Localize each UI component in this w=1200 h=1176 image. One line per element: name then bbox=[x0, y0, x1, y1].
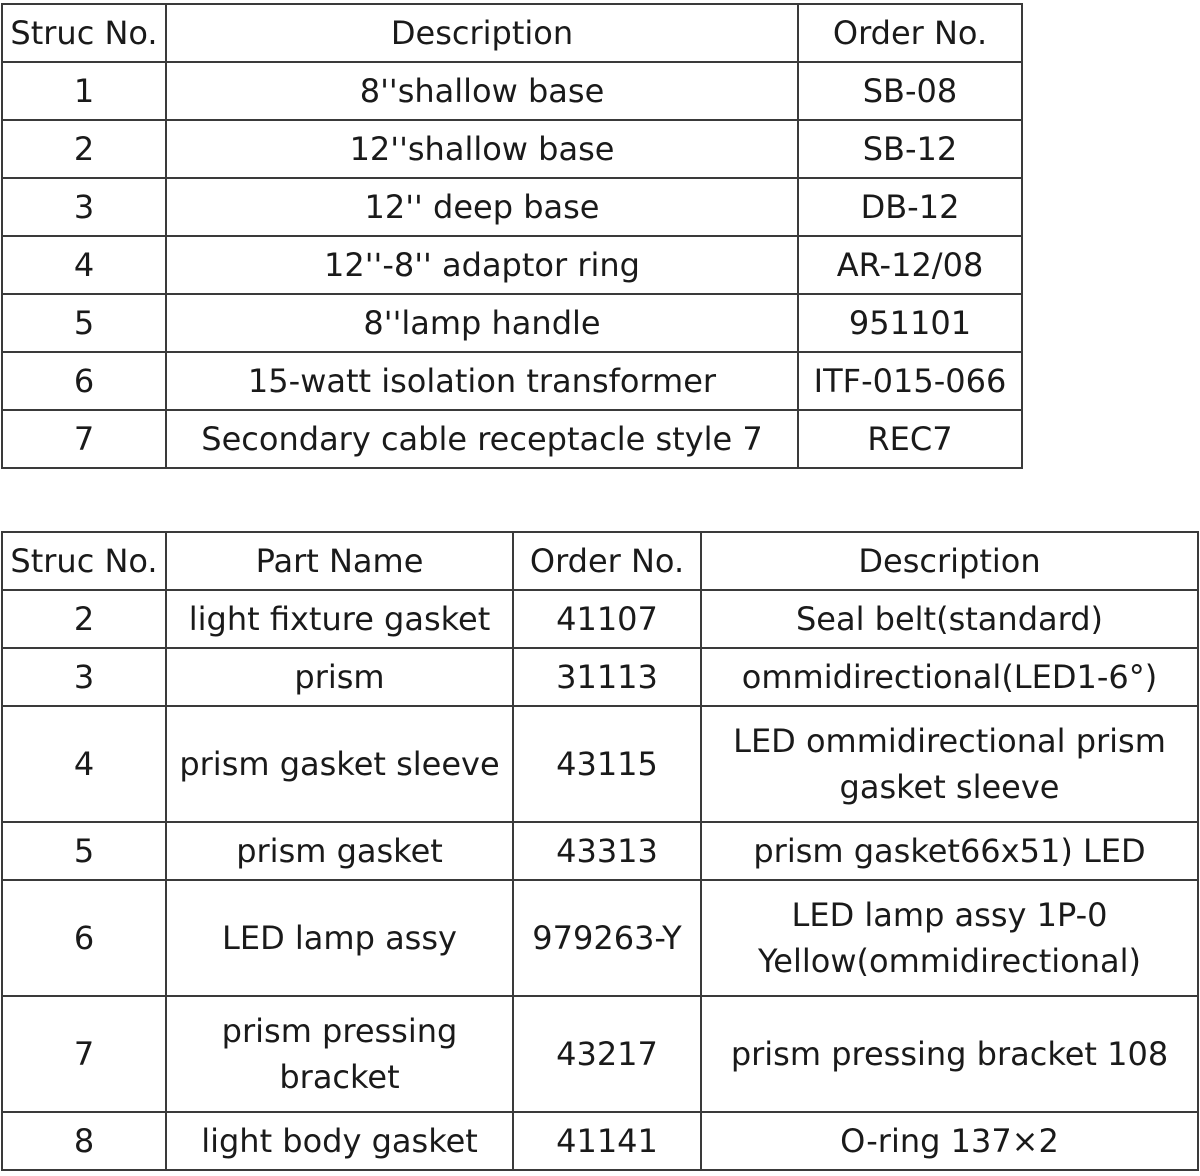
cell-description: prism gasket66x51) LED bbox=[701, 822, 1198, 880]
cell-struc-no: 7 bbox=[2, 410, 166, 468]
table-row bbox=[2, 352, 1022, 410]
table-header-row bbox=[2, 532, 1198, 590]
cell-description: 12''shallow base bbox=[166, 120, 798, 178]
cell-struc-no: 5 bbox=[2, 822, 166, 880]
cell-order-no: 43217 bbox=[513, 996, 701, 1112]
parts-table-lamp-components bbox=[1, 531, 1199, 1171]
table-row bbox=[2, 590, 1198, 648]
cell-struc-no: 7 bbox=[2, 996, 166, 1112]
cell-order-no: REC7 bbox=[798, 410, 1022, 468]
table-row bbox=[2, 648, 1198, 706]
cell-struc-no: 6 bbox=[2, 352, 166, 410]
cell-order-no: 979263-Y bbox=[513, 880, 701, 996]
cell-order-no: SB-08 bbox=[798, 62, 1022, 120]
header-order-no: Order No. bbox=[513, 532, 701, 590]
table-row bbox=[2, 880, 1198, 996]
cell-description: LED lamp assy 1P-0 Yellow(ommidirectional) bbox=[701, 880, 1198, 996]
cell-part-name: light body gasket bbox=[166, 1112, 513, 1170]
cell-description: 8''shallow base bbox=[166, 62, 798, 120]
cell-description: prism pressing bracket 108 bbox=[701, 996, 1198, 1112]
header-description: Description bbox=[701, 532, 1198, 590]
cell-order-no: 43115 bbox=[513, 706, 701, 822]
table-row bbox=[2, 120, 1022, 178]
header-struc-no: Struc No. bbox=[2, 4, 166, 62]
cell-description: 8''lamp handle bbox=[166, 294, 798, 352]
table-row bbox=[2, 822, 1198, 880]
cell-part-name: prism bbox=[166, 648, 513, 706]
cell-struc-no: 3 bbox=[2, 178, 166, 236]
cell-struc-no: 2 bbox=[2, 120, 166, 178]
header-part-name: Part Name bbox=[166, 532, 513, 590]
table-row bbox=[2, 236, 1022, 294]
cell-part-name: LED lamp assy bbox=[166, 880, 513, 996]
header-struc-no: Struc No. bbox=[2, 532, 166, 590]
table-row bbox=[2, 294, 1022, 352]
cell-part-name: light fixture gasket bbox=[166, 590, 513, 648]
cell-description: Seal belt(standard) bbox=[701, 590, 1198, 648]
cell-part-name: prism gasket bbox=[166, 822, 513, 880]
cell-order-no: ITF-015-066 bbox=[798, 352, 1022, 410]
table-row bbox=[2, 410, 1022, 468]
cell-description: 12'' deep base bbox=[166, 178, 798, 236]
cell-order-no: 31113 bbox=[513, 648, 701, 706]
cell-struc-no: 1 bbox=[2, 62, 166, 120]
table-row bbox=[2, 996, 1198, 1112]
table-row bbox=[2, 62, 1022, 120]
table-row bbox=[2, 178, 1022, 236]
cell-order-no: 41107 bbox=[513, 590, 701, 648]
cell-struc-no: 4 bbox=[2, 236, 166, 294]
cell-order-no: 951101 bbox=[798, 294, 1022, 352]
cell-description: Secondary cable receptacle style 7 bbox=[166, 410, 798, 468]
cell-struc-no: 4 bbox=[2, 706, 166, 822]
cell-order-no: SB-12 bbox=[798, 120, 1022, 178]
cell-description: O-ring 137×2 bbox=[701, 1112, 1198, 1170]
header-description: Description bbox=[166, 4, 798, 62]
cell-struc-no: 6 bbox=[2, 880, 166, 996]
cell-struc-no: 3 bbox=[2, 648, 166, 706]
cell-order-no: 43313 bbox=[513, 822, 701, 880]
parts-table-bases bbox=[1, 3, 1023, 469]
header-order-no: Order No. bbox=[798, 4, 1022, 62]
cell-order-no: AR-12/08 bbox=[798, 236, 1022, 294]
cell-description: LED ommidirectional prism gasket sleeve bbox=[701, 706, 1198, 822]
cell-description: 12''-8'' adaptor ring bbox=[166, 236, 798, 294]
table-row bbox=[2, 706, 1198, 822]
table-row bbox=[2, 1112, 1198, 1170]
cell-description: 15-watt isolation transformer bbox=[166, 352, 798, 410]
cell-part-name: prism pressing bracket bbox=[166, 996, 513, 1112]
cell-order-no: 41141 bbox=[513, 1112, 701, 1170]
cell-order-no: DB-12 bbox=[798, 178, 1022, 236]
cell-struc-no: 8 bbox=[2, 1112, 166, 1170]
cell-part-name: prism gasket sleeve bbox=[166, 706, 513, 822]
cell-struc-no: 5 bbox=[2, 294, 166, 352]
cell-struc-no: 2 bbox=[2, 590, 166, 648]
cell-description: ommidirectional(LED1-6°) bbox=[701, 648, 1198, 706]
table-header-row bbox=[2, 4, 1022, 62]
